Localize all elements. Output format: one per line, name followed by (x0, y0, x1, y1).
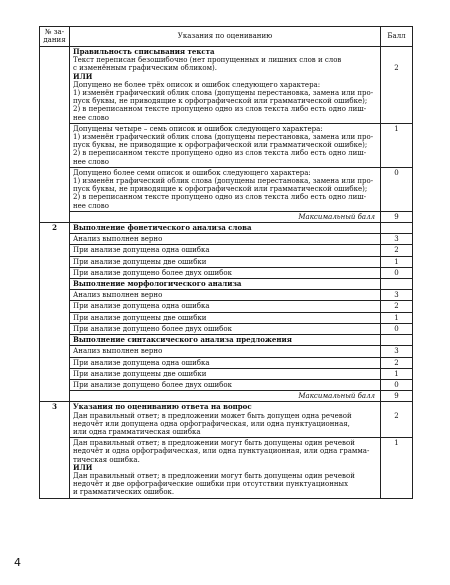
table-row (40, 346, 413, 357)
criterion-text: При анализе допущена одна ошибка (70, 301, 381, 312)
criterion-score: 1 (381, 368, 413, 379)
table-row (40, 312, 413, 323)
table-row (40, 256, 413, 267)
task-2-number: 2 (40, 223, 70, 402)
task-1-r1-line: нее слово (73, 113, 109, 122)
task-1-number-cell (40, 47, 70, 223)
task-1-r1-line: с изменённым графическим обликом). (73, 64, 217, 73)
criterion-score: 1 (381, 312, 413, 323)
task-3-r1-line: Дан правильный ответ; в предложении может быть допущен одна речевой (73, 411, 352, 420)
task-3-r1-line: или одна грамматическая ошибка (73, 427, 201, 436)
task-1-r3-line: 1) изменён графический облик слова (допущены перестановка, замена или про- (73, 177, 374, 186)
task-1-title: Правильность списывания текста (73, 47, 215, 56)
task-3-r2-line: тическая ошибка. (73, 455, 140, 464)
task-1-r3-line: Допущено более семи описок и ошибок следующего характера: (73, 168, 311, 177)
criterion-score: 0 (381, 379, 413, 390)
task-3-r2-score: 1 (381, 438, 413, 498)
max-score-value: 9 (381, 391, 413, 402)
table-row (40, 402, 413, 438)
table-row (40, 357, 413, 368)
criterion-text: При анализе допущено более двух ошибок (70, 379, 381, 390)
criterion-score: 0 (381, 267, 413, 278)
table-header-row (40, 27, 413, 47)
criterion-score: 2 (381, 301, 413, 312)
table-row (40, 301, 413, 312)
table-row (40, 368, 413, 379)
criterion-text: При анализе допущена одна ошибка (70, 245, 381, 256)
max-score-label: Максимальный балл (70, 211, 381, 222)
table-row (40, 279, 413, 290)
task-3-cell-r1 (70, 402, 381, 438)
task-1-r2-line: 1) изменён графический облик слова (допущены перестановка, замена или про- (73, 133, 374, 142)
task-3-r2-or: ИЛИ (73, 462, 93, 472)
task-3-r2-line: Дан правильный ответ; в предложении могут быть допущены один речевой (73, 471, 355, 480)
task-2-section-3-title: Выполнение синтаксического анализа предложения (70, 335, 381, 346)
task-3-r2-line: недочёт и одна орфографическая, или одна пунктуационная, или одна грамма- (73, 447, 370, 456)
header-score: Балл (381, 27, 413, 47)
header-instructions: Указания по оцениванию (70, 27, 381, 47)
criterion-text: При анализе допущена одна ошибка (70, 357, 381, 368)
criterion-text: Анализ выполнен верно (70, 346, 381, 357)
criterion-score: 3 (381, 346, 413, 357)
table-row (40, 335, 413, 346)
task-1-r1-line: пуск буквы, не приводящие к орфографической или грамматической ошибке); (73, 97, 368, 106)
task-1-r2-line: 2) в переписанном тексте пропущено одно из слов текста либо есть одно лиш- (73, 149, 367, 158)
criterion-text: Анализ выполнен верно (70, 234, 381, 245)
criterion-text: При анализе допущены две ошибки (70, 256, 381, 267)
table-row (40, 47, 413, 124)
table-row (40, 245, 413, 256)
task-1-r3-line: нее слово (73, 201, 109, 210)
table-row (40, 223, 413, 234)
task-1-cell-r3 (70, 167, 381, 211)
task-1-r2-line: нее слово (73, 157, 109, 166)
max-score-label: Максимальный балл (70, 391, 381, 402)
criterion-text: При анализе допущены две ошибки (70, 368, 381, 379)
empty-score-cell (381, 279, 413, 290)
task-2-section-1-title: Выполнение фонетического анализа слова (70, 223, 381, 234)
task-1-r3-line: пуск буквы, не приводящие к орфографической или грамматической ошибке); (73, 185, 368, 194)
task-1-r1-line: 1) изменён графический облик слова (допущены перестановка, замена или про- (73, 89, 374, 98)
criterion-score: 3 (381, 234, 413, 245)
score-value: 2 (394, 64, 399, 73)
task-3-r1-line: недочёт или допущена одна орфографическая, или одна пунктуационная, (73, 419, 350, 428)
max-score-row (40, 211, 413, 222)
task-1-r2-score: 1 (381, 123, 413, 167)
max-score-value: 9 (381, 211, 413, 222)
task-1-r2-line: Допущены четыре – семь описок и ошибок следующего характера: (73, 124, 323, 133)
criterion-score: 1 (381, 256, 413, 267)
task-1-r1-line: Текст переписан безошибочно (нет пропущенных и лишних слов и слов (73, 56, 342, 65)
table-row (40, 267, 413, 278)
criterion-score: 0 (381, 323, 413, 334)
criterion-score: 3 (381, 290, 413, 301)
criterion-text: При анализе допущено более двух ошибок (70, 323, 381, 334)
task-2-section-2-title: Выполнение морфологического анализа (70, 279, 381, 290)
criterion-text: При анализе допущены две ошибки (70, 312, 381, 323)
task-3-r2-line: Дан правильный ответ; в предложении могут быть допущены один речевой (73, 439, 355, 448)
criterion-text: При анализе допущено более двух ошибок (70, 267, 381, 278)
task-1-r3-score: 0 (381, 167, 413, 211)
task-3-r1-score (381, 402, 413, 438)
task-1-r1-line: Допущено не более трёх описок и ошибок следующего характера: (73, 80, 321, 89)
task-3-title: Указания по оцениванию ответа на вопрос (73, 402, 252, 412)
table-row (40, 323, 413, 334)
task-1-cell-r2 (70, 123, 381, 167)
page-number: 4 (14, 556, 21, 569)
task-1-r3-line: 2) в переписанном тексте пропущено одно из слов текста либо есть одно лиш- (73, 193, 367, 202)
table-row (40, 167, 413, 211)
task-1-r1-or: ИЛИ (73, 71, 93, 81)
header-task-number: № за- дания (40, 27, 70, 47)
table-row (40, 234, 413, 245)
task-3-r2-line: и грамматических ошибок. (73, 488, 175, 497)
table-row (40, 290, 413, 301)
task-3-r2-line: недочёт и две орфографические ошибки при отсутствии пунктуационных (73, 480, 349, 489)
max-score-row (40, 391, 413, 402)
task-1-cell-r1 (70, 47, 381, 124)
criterion-text: Анализ выполнен верно (70, 290, 381, 301)
empty-score-cell (381, 335, 413, 346)
table-row (40, 379, 413, 390)
criterion-score: 2 (381, 245, 413, 256)
score-value: 2 (394, 411, 399, 420)
task-1-r2-line: пуск буквы, не приводящие к орфографической или грамматической ошибке); (73, 141, 368, 150)
table-row (40, 123, 413, 167)
grading-table-container (39, 26, 413, 499)
task-1-r1-line: 2) в переписанном тексте пропущено одно из слов текста либо есть одно лиш- (73, 105, 367, 114)
task-1-r1-score (381, 47, 413, 124)
grading-table (39, 26, 413, 499)
empty-score-cell (381, 223, 413, 234)
task-3-cell-r2 (70, 438, 381, 498)
task-3-number: 3 (40, 402, 70, 498)
table-row (40, 438, 413, 498)
criterion-score: 2 (381, 357, 413, 368)
